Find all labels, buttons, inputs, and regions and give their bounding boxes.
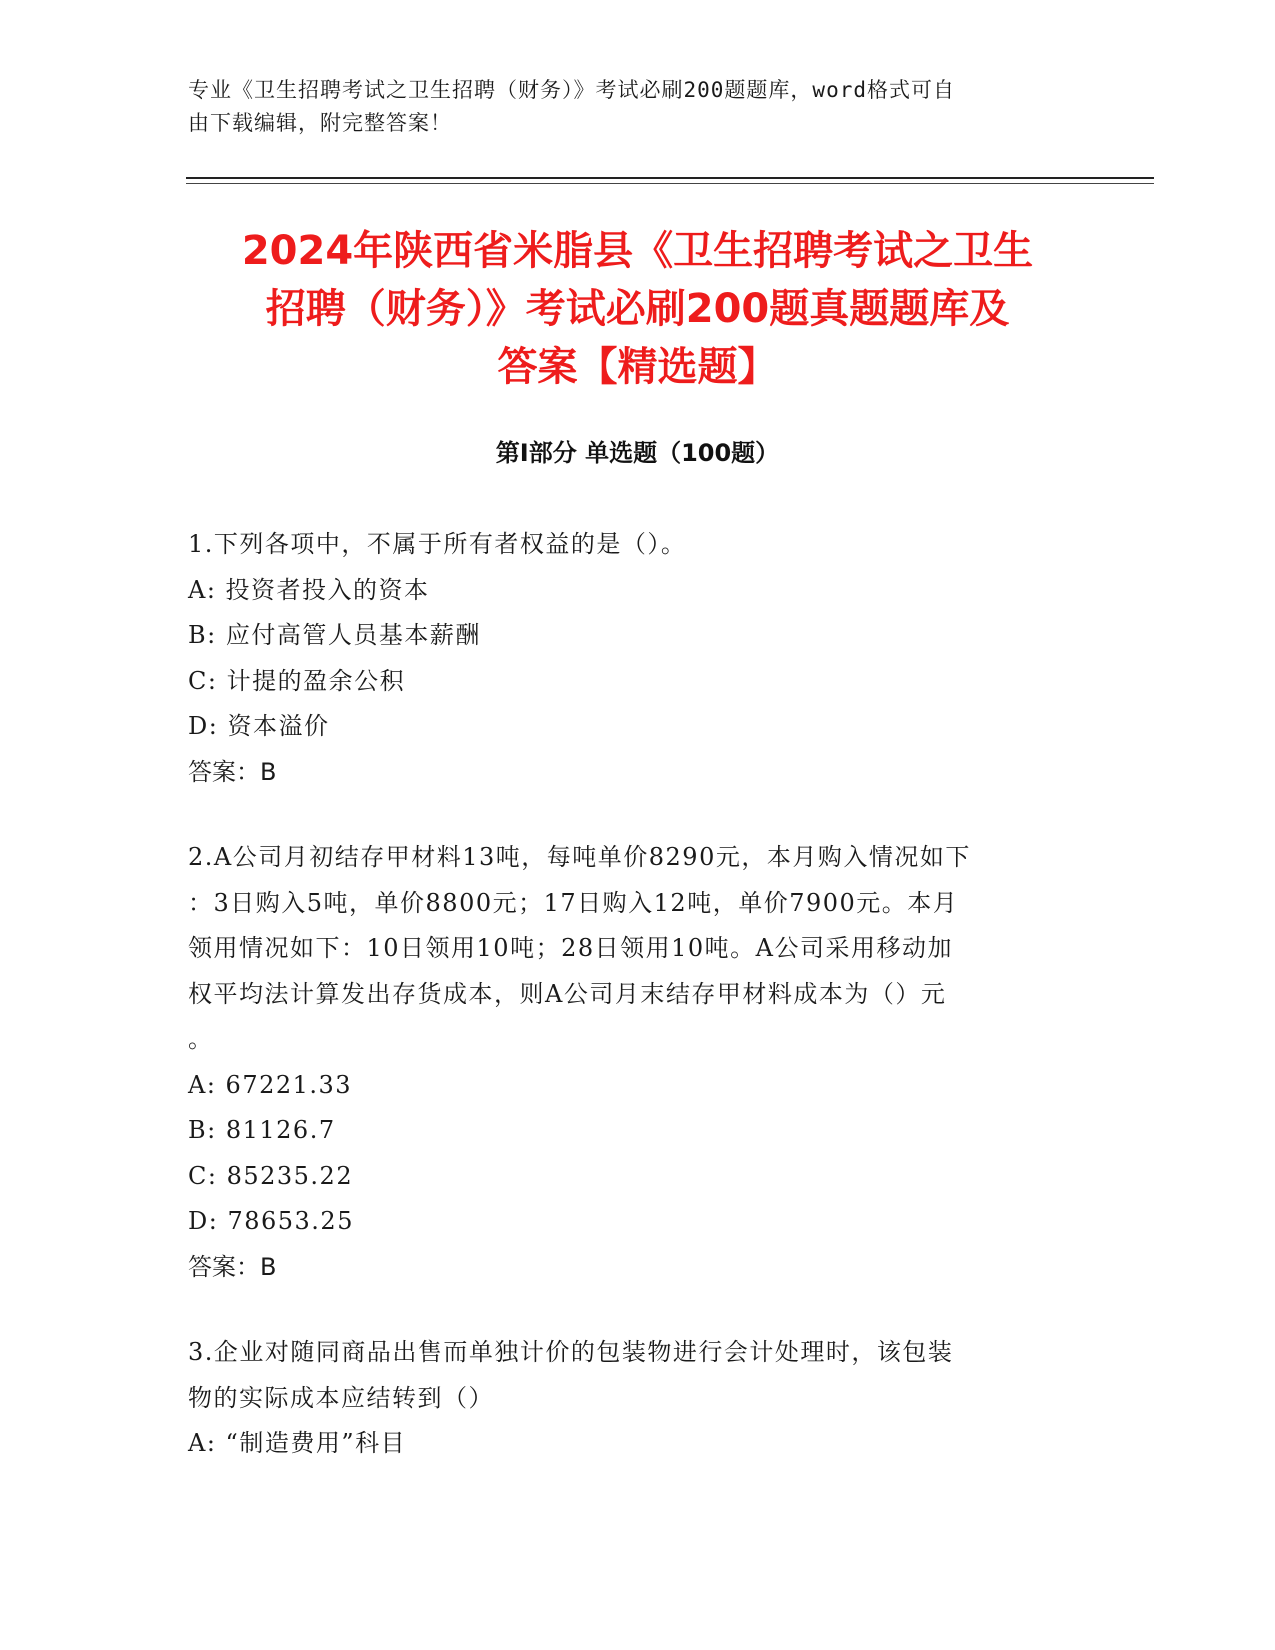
option-c: C: 计提的盈余公积	[188, 666, 406, 695]
question-stem: 3.企业对随同商品出售而单独计价的包装物进行会计处理时，该包装 物的实际成本应结转到（）	[188, 1338, 954, 1412]
question-2	[188, 835, 1088, 1290]
header-divider-thin	[186, 183, 1154, 184]
option-a: A: 67221.33	[188, 1070, 353, 1099]
option-a: A: “制造费用”科目	[188, 1429, 407, 1457]
option-c: C: 85235.22	[188, 1161, 354, 1190]
option-d: D: 资本溢价	[188, 712, 330, 740]
intro-line-1: 专业《卫生招聘考试之卫生招聘（财务）》考试必刷200题题库，word格式可自	[188, 78, 955, 102]
option-d: D: 78653.25	[188, 1207, 354, 1235]
question-1	[188, 522, 1088, 795]
answer: 答案：B	[188, 757, 277, 786]
question-stem: 1.下列各项中，不属于所有者权益的是（）。	[188, 530, 687, 558]
title-line-2: 招聘（财务）》考试必刷200题真题题库及	[265, 286, 1010, 332]
section-heading: 第I部分 单选题（100题）	[495, 439, 780, 467]
header-divider	[186, 177, 1154, 179]
title-line-3: 答案【精选题】	[497, 344, 778, 390]
answer: 答案：B	[188, 1252, 277, 1281]
intro-text	[188, 74, 1068, 140]
title-line-1: 2024年陕西省米脂县《卫生招聘考试之卫生	[241, 228, 1034, 274]
option-a: A: 投资者投入的资本	[188, 575, 430, 604]
question-stem: 2.A公司月初结存甲材料13吨，每吨单价8290元，本月购入情况如下 ：3日购入5吨，单价8800元；17日购入12吨，单价7900元。本月 领用情况如下：10日领用10吨；28日领用10吨。A公司采用移动加 权平均法计算发出存货成本，则A公司月末结存甲材料成本为（）元 。	[188, 843, 971, 1053]
option-b: B: 81126.7	[188, 1116, 336, 1144]
page-title	[160, 222, 1115, 396]
intro-line-2: 由下载编辑，附完整答案！	[188, 111, 452, 135]
question-list	[188, 522, 1088, 1507]
option-b: B: 应付高管人员基本薪酬	[188, 621, 481, 649]
question-3	[188, 1330, 1088, 1467]
